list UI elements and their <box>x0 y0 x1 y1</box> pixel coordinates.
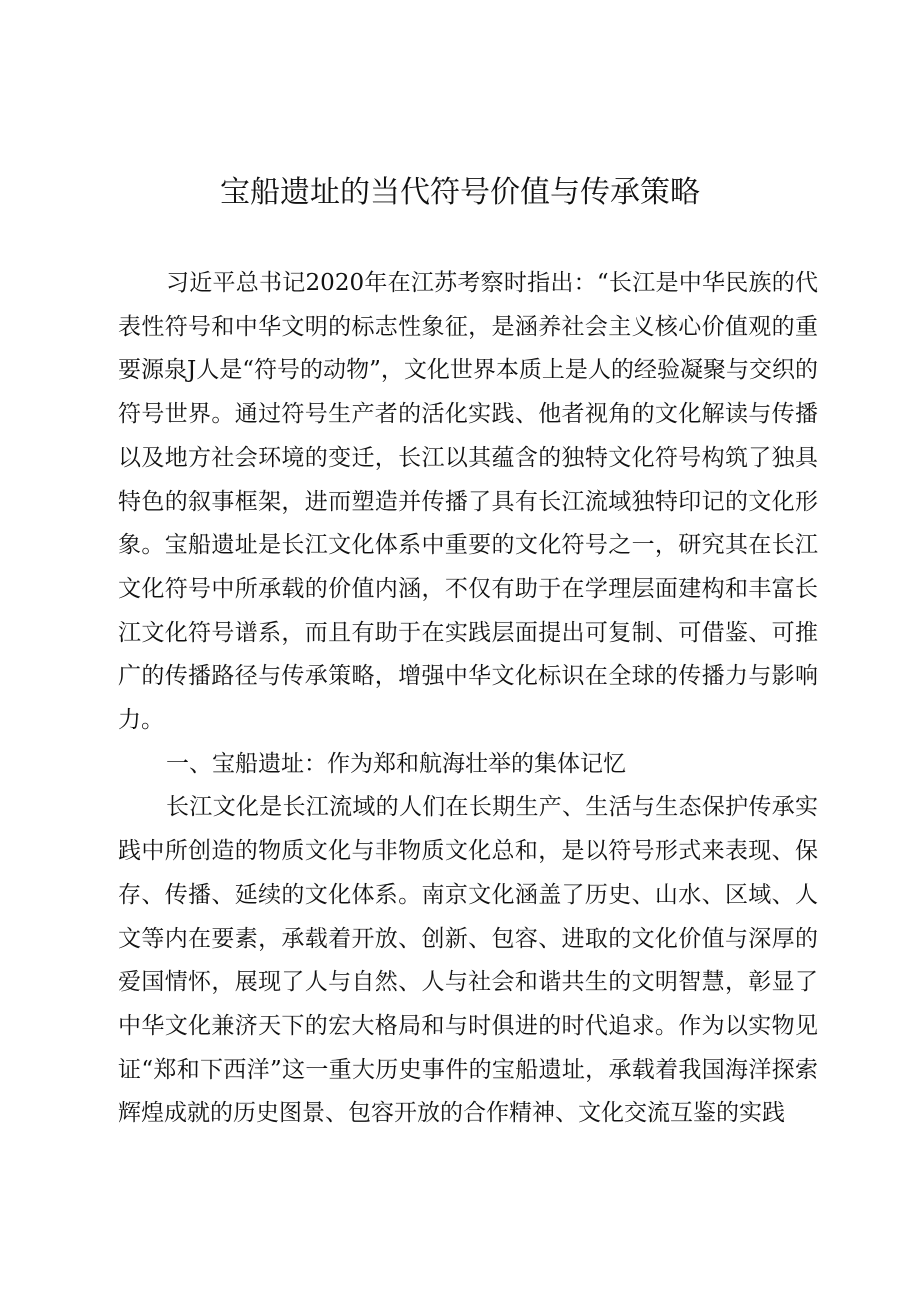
section-paragraph: 长江文化是长江流域的人们在长期生产、生活与生态保护传承实践中所创造的物质文化与非物质文化总和，是以符号形式来表现、保存、传播、延续的文化体系。南京文化涵盖了历史、山水、区域、人文等内在要素，承载着开放、创新、包容、进取的文化价值与深厚的爱国情怀，展现了人与自然、人与社会和谐共生的文明智慧，彰显了中华文化兼济天下的宏大格局和与时俱进的时代追求。作为以实物见证“郑和下西洋”这一重大历史事件的宝船遗址，承载着我国海洋探索辉煌成就的历史图景、包容开放的合作精神、文化交流互鉴的实践 <box>118 794 818 1127</box>
document-body <box>118 262 818 1136</box>
intro-paragraph: 习近平总书记2020年在江苏考察时指出：“长江是中华民族的代表性符号和中华文明的标志性象征，是涵养社会主义核心价值观的重要源泉J人是“符号的动物”，文化世界本质上是人的经验凝聚与交织的符号世界。通过符号生产者的活化实践、他者视角的文化解读与传播以及地方社会环境的变迁，长江以其蕴含的独特文化符号构筑了独具特色的叙事框架，进而塑造并传播了具有长江流域独特印记的文化形象。宝船遗址是长江文化体系中重要的文化符号之一，研究其在长江文化符号中所承载的价值内涵，不仅有助于在学理层面建构和丰富长江文化符号谱系，而且有助于在实践层面提出可复制、可借鉴、可推广的传播路径与传承策略，增强中华文化标识在全球的传播力与影响力。 <box>118 270 818 734</box>
section-heading: 一、宝船遗址：作为郑和航海壮举的集体记忆 <box>166 750 626 777</box>
document-title: 宝船遗址的当代符号价值与传承策略 <box>220 175 700 210</box>
